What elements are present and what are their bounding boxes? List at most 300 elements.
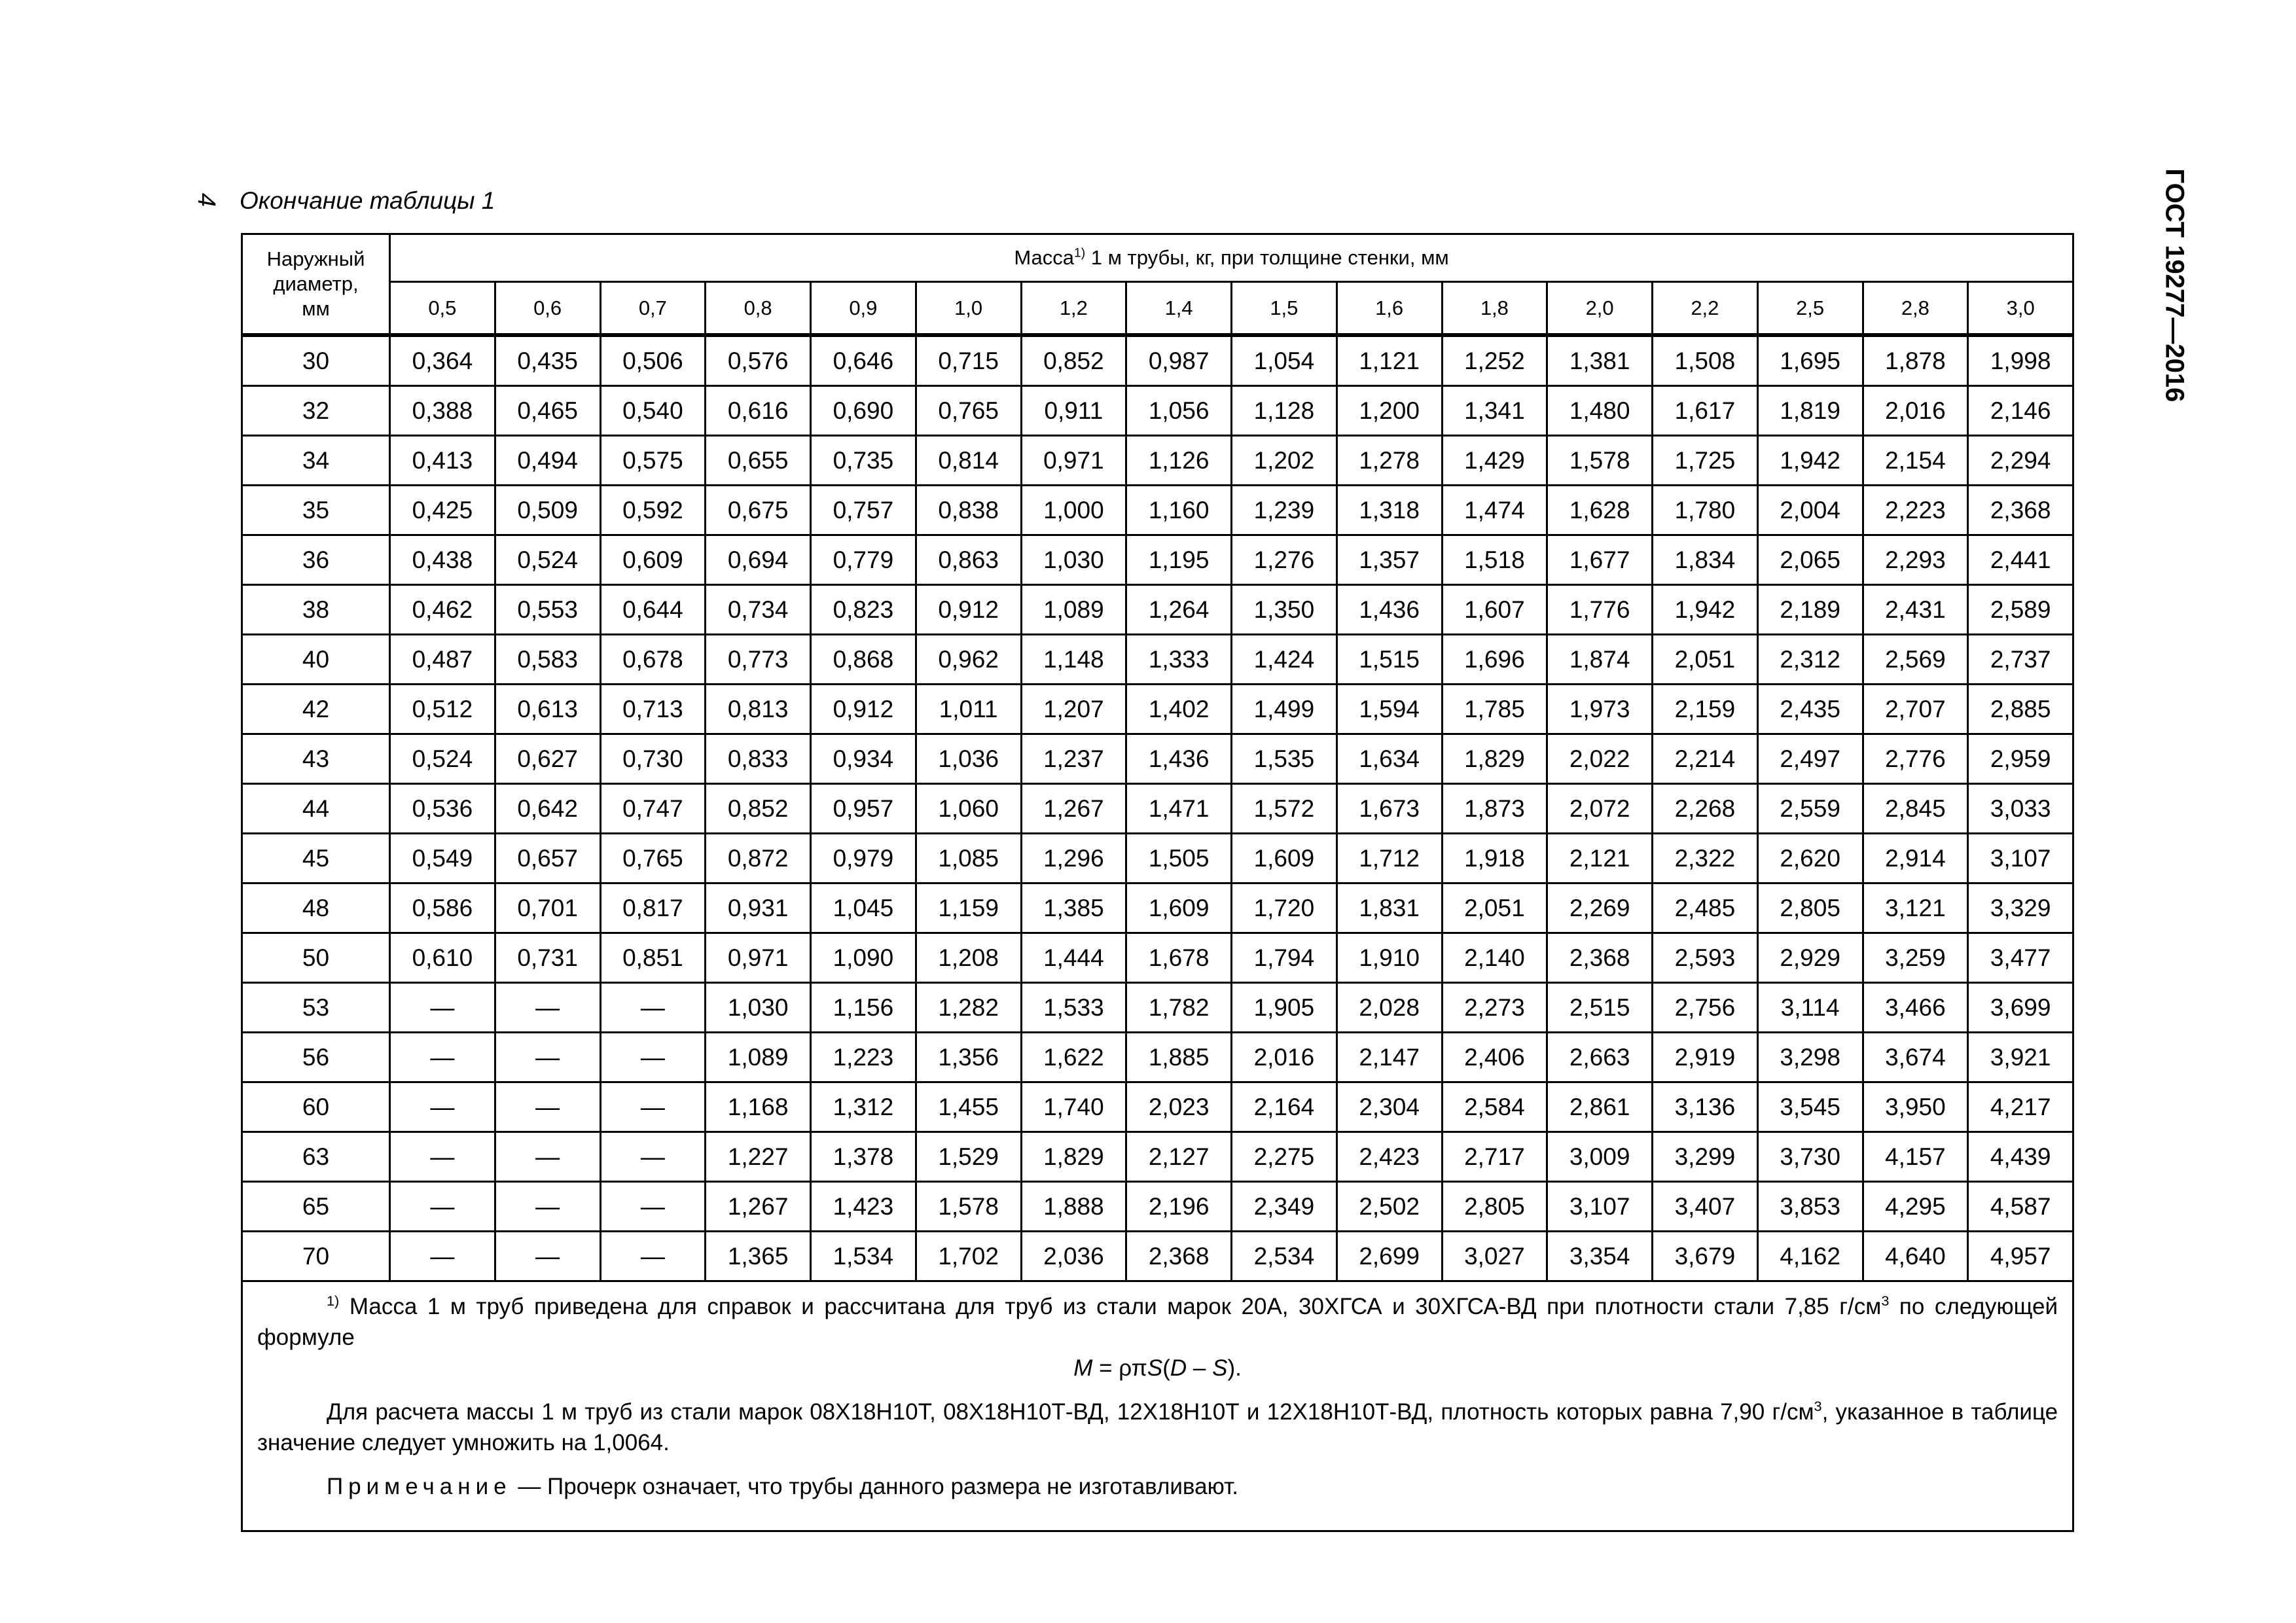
mass-cell: 0,627 bbox=[495, 734, 600, 784]
mass-cell: 1,208 bbox=[916, 933, 1021, 983]
mass-cell: 2,593 bbox=[1653, 933, 1758, 983]
wall-thickness-header: 2,8 bbox=[1863, 282, 1968, 336]
mass-cell: 1,054 bbox=[1232, 335, 1337, 386]
mass-cell: 0,425 bbox=[390, 486, 495, 535]
mass-cell: 1,429 bbox=[1442, 436, 1547, 486]
wall-thickness-header: 1,8 bbox=[1442, 282, 1547, 336]
mass-cell: — bbox=[390, 1132, 495, 1182]
outer-diameter-cell: 48 bbox=[242, 883, 390, 933]
outer-diameter-cell: 35 bbox=[242, 486, 390, 535]
mass-cell: 1,578 bbox=[916, 1182, 1021, 1232]
footnote-text: Масса 1 м труб приведена для справок и рассчитана для труб из стали марок 20А, 30ХГСА и 30ХГСА-ВД при плотности стали 7,85 г/см bbox=[339, 1294, 1882, 1319]
mass-cell: 1,282 bbox=[916, 983, 1021, 1033]
mass-cell: 1,794 bbox=[1232, 933, 1337, 983]
table-row bbox=[242, 635, 2073, 685]
mass-cell: 1,622 bbox=[1021, 1033, 1126, 1082]
mass-cell: 1,060 bbox=[916, 784, 1021, 834]
mass-cell: 0,575 bbox=[600, 436, 706, 486]
mass-cell: 0,852 bbox=[1021, 335, 1126, 386]
mass-cell: 1,725 bbox=[1653, 436, 1758, 486]
mass-cell: 2,717 bbox=[1442, 1132, 1547, 1182]
mass-cell: 1,998 bbox=[1968, 335, 2073, 386]
mass-header-pre: Масса bbox=[1014, 246, 1075, 269]
mass-cell: 0,863 bbox=[916, 535, 1021, 585]
wall-thickness-header: 1,2 bbox=[1021, 282, 1126, 336]
mass-cell: 0,613 bbox=[495, 685, 600, 734]
table-row bbox=[242, 335, 2073, 386]
mass-cell: 0,852 bbox=[706, 784, 811, 834]
mass-cell: 1,677 bbox=[1547, 535, 1653, 585]
mass-cell: 1,910 bbox=[1336, 933, 1442, 983]
outer-diameter-cell: 36 bbox=[242, 535, 390, 585]
wall-thickness-header: 2,0 bbox=[1547, 282, 1653, 336]
mass-cell: 0,524 bbox=[390, 734, 495, 784]
mass-cell: 0,583 bbox=[495, 635, 600, 685]
mass-cell: 2,368 bbox=[1968, 486, 2073, 535]
mass-cell: 0,971 bbox=[1021, 436, 1126, 486]
mass-cell: 1,089 bbox=[1021, 585, 1126, 635]
mass-cell: 3,950 bbox=[1863, 1082, 1968, 1132]
mass-cell: 2,435 bbox=[1757, 685, 1863, 734]
outer-diameter-cell: 60 bbox=[242, 1082, 390, 1132]
mass-cell: 1,609 bbox=[1232, 834, 1337, 883]
mass-cell: 4,162 bbox=[1757, 1232, 1863, 1281]
mass-cell: 1,160 bbox=[1126, 486, 1232, 535]
mass-cell: 2,036 bbox=[1021, 1232, 1126, 1281]
outer-diameter-cell: 30 bbox=[242, 335, 390, 386]
mass-cell: 3,107 bbox=[1547, 1182, 1653, 1232]
mass-cell: 2,304 bbox=[1336, 1082, 1442, 1132]
mass-cell: 1,518 bbox=[1442, 535, 1547, 585]
outer-diameter-cell: 34 bbox=[242, 436, 390, 486]
mass-cell: 2,159 bbox=[1653, 685, 1758, 734]
mass-cell: 0,549 bbox=[390, 834, 495, 883]
mass-cell: 4,640 bbox=[1863, 1232, 1968, 1281]
mass-cell: 2,127 bbox=[1126, 1132, 1232, 1182]
mass-cell: 3,407 bbox=[1653, 1182, 1758, 1232]
mass-cell: 0,678 bbox=[600, 635, 706, 685]
mass-cell: 1,000 bbox=[1021, 486, 1126, 535]
mass-cell: 4,587 bbox=[1968, 1182, 2073, 1232]
mass-header bbox=[390, 234, 2073, 282]
wall-thickness-header: 1,5 bbox=[1232, 282, 1337, 336]
mass-cell: 1,785 bbox=[1442, 685, 1547, 734]
mass-cell: 3,674 bbox=[1863, 1033, 1968, 1082]
table-row bbox=[242, 486, 2073, 535]
mass-cell: 1,195 bbox=[1126, 535, 1232, 585]
mass-cell: 3,699 bbox=[1968, 983, 2073, 1033]
mass-cell: 0,813 bbox=[706, 685, 811, 734]
mass-cell: 3,027 bbox=[1442, 1232, 1547, 1281]
mass-cell: 0,536 bbox=[390, 784, 495, 834]
mass-cell: 0,644 bbox=[600, 585, 706, 635]
mass-cell: 2,121 bbox=[1547, 834, 1653, 883]
mass-cell: 0,833 bbox=[706, 734, 811, 784]
mass-cell: 0,838 bbox=[916, 486, 1021, 535]
mass-cell: 1,207 bbox=[1021, 685, 1126, 734]
mass-cell: 1,424 bbox=[1232, 635, 1337, 685]
mass-cell: 0,465 bbox=[495, 386, 600, 436]
mass-cell: 2,584 bbox=[1442, 1082, 1547, 1132]
mass-cell: 2,214 bbox=[1653, 734, 1758, 784]
outer-diameter-cell: 42 bbox=[242, 685, 390, 734]
outer-diameter-cell: 32 bbox=[242, 386, 390, 436]
mass-cell: 1,474 bbox=[1442, 486, 1547, 535]
mass-cell: — bbox=[390, 983, 495, 1033]
mass-cell: 1,239 bbox=[1232, 486, 1337, 535]
mass-cell: 1,578 bbox=[1547, 436, 1653, 486]
mass-cell: 1,030 bbox=[706, 983, 811, 1033]
mass-cell: 0,731 bbox=[495, 933, 600, 983]
mass-cell: 1,740 bbox=[1021, 1082, 1126, 1132]
mass-cell: 1,341 bbox=[1442, 386, 1547, 436]
mass-cell: 1,529 bbox=[916, 1132, 1021, 1182]
table-row bbox=[242, 834, 2073, 883]
outer-diameter-cell: 45 bbox=[242, 834, 390, 883]
mass-cell: 1,237 bbox=[1021, 734, 1126, 784]
mass-cell: 4,295 bbox=[1863, 1182, 1968, 1232]
mass-cell: 1,312 bbox=[811, 1082, 916, 1132]
mass-cell: 0,609 bbox=[600, 535, 706, 585]
mass-cell: — bbox=[600, 1182, 706, 1232]
mass-cell: 1,202 bbox=[1232, 436, 1337, 486]
mass-cell: 2,368 bbox=[1126, 1232, 1232, 1281]
mass-cell: 0,912 bbox=[916, 585, 1021, 635]
mass-cell: 1,607 bbox=[1442, 585, 1547, 635]
mass-cell: 0,962 bbox=[916, 635, 1021, 685]
mass-cell: 0,823 bbox=[811, 585, 916, 635]
wall-thickness-header: 1,4 bbox=[1126, 282, 1232, 336]
table-row bbox=[242, 685, 2073, 734]
mass-cell: 3,259 bbox=[1863, 933, 1968, 983]
mass-cell: 2,004 bbox=[1757, 486, 1863, 535]
mass-cell: 3,921 bbox=[1968, 1033, 2073, 1082]
mass-cell: 1,278 bbox=[1336, 436, 1442, 486]
mass-cell: 2,154 bbox=[1863, 436, 1968, 486]
mass-cell: 4,157 bbox=[1863, 1132, 1968, 1182]
mass-cell: 2,559 bbox=[1757, 784, 1863, 834]
mass-cell: 2,423 bbox=[1336, 1132, 1442, 1182]
mass-cell: 2,368 bbox=[1547, 933, 1653, 983]
mass-cell: 1,471 bbox=[1126, 784, 1232, 834]
table-row bbox=[242, 1232, 2073, 1281]
mass-cell: 0,506 bbox=[600, 335, 706, 386]
formula-open: ( bbox=[1162, 1355, 1170, 1381]
mass-cell: 1,423 bbox=[811, 1182, 916, 1232]
mass-cell: 2,485 bbox=[1653, 883, 1758, 933]
mass-cell: 3,107 bbox=[1968, 834, 2073, 883]
mass-cell: — bbox=[495, 1082, 600, 1132]
wall-thickness-header: 0,6 bbox=[495, 282, 600, 336]
mass-cell: 1,200 bbox=[1336, 386, 1442, 436]
mass-cell: 2,051 bbox=[1653, 635, 1758, 685]
mass-cell: 1,045 bbox=[811, 883, 916, 933]
mass-cell: 2,707 bbox=[1863, 685, 1968, 734]
mass-cell: 1,696 bbox=[1442, 635, 1547, 685]
mass-cell: — bbox=[495, 1182, 600, 1232]
table-row bbox=[242, 983, 2073, 1033]
mass-cell: 1,264 bbox=[1126, 585, 1232, 635]
mass-cell: 0,715 bbox=[916, 335, 1021, 386]
mass-cell: 2,431 bbox=[1863, 585, 1968, 635]
outer-diameter-cell: 56 bbox=[242, 1033, 390, 1082]
mass-cell: 2,861 bbox=[1547, 1082, 1653, 1132]
mass-cell: 3,730 bbox=[1757, 1132, 1863, 1182]
mass-cell: 1,874 bbox=[1547, 635, 1653, 685]
mass-cell: 0,540 bbox=[600, 386, 706, 436]
mass-cell: 1,436 bbox=[1126, 734, 1232, 784]
mass-cell: 4,217 bbox=[1968, 1082, 2073, 1132]
table-caption: Окончание таблицы 1 bbox=[240, 187, 495, 214]
mass-cell: — bbox=[390, 1182, 495, 1232]
mass-cell: 1,455 bbox=[916, 1082, 1021, 1132]
mass-cell: 2,959 bbox=[1968, 734, 2073, 784]
mass-cell: 2,756 bbox=[1653, 983, 1758, 1033]
mass-cell: 3,477 bbox=[1968, 933, 2073, 983]
mass-cell: 0,494 bbox=[495, 436, 600, 486]
mass-cell: 2,845 bbox=[1863, 784, 1968, 834]
mass-cell: — bbox=[600, 1033, 706, 1082]
mass-cell: 0,438 bbox=[390, 535, 495, 585]
mass-cell: 0,735 bbox=[811, 436, 916, 486]
mass-cell: 0,872 bbox=[706, 834, 811, 883]
mass-cell: 0,773 bbox=[706, 635, 811, 685]
mass-formula bbox=[257, 1353, 2058, 1383]
mass-cell: 2,929 bbox=[1757, 933, 1863, 983]
mass-cell: 1,829 bbox=[1442, 734, 1547, 784]
mass-cell: 2,028 bbox=[1336, 983, 1442, 1033]
mass-cell: 2,164 bbox=[1232, 1082, 1337, 1132]
formula-minus: – bbox=[1187, 1355, 1213, 1381]
mass-cell: 1,296 bbox=[1021, 834, 1126, 883]
footnote-ref: 1) bbox=[1074, 246, 1086, 260]
mass-cell: 3,033 bbox=[1968, 784, 2073, 834]
mass-cell: 2,065 bbox=[1757, 535, 1863, 585]
mass-cell: 2,312 bbox=[1757, 635, 1863, 685]
mass-cell: 2,805 bbox=[1757, 883, 1863, 933]
mass-cell: 2,140 bbox=[1442, 933, 1547, 983]
mass-cell: 1,159 bbox=[916, 883, 1021, 933]
mass-cell: 2,737 bbox=[1968, 635, 2073, 685]
mass-cell: 1,634 bbox=[1336, 734, 1442, 784]
wall-thickness-header: 0,5 bbox=[390, 282, 495, 336]
mass-cell: 1,505 bbox=[1126, 834, 1232, 883]
mass-cell: 0,979 bbox=[811, 834, 916, 883]
mass-cell: 0,765 bbox=[600, 834, 706, 883]
mass-cell: 2,016 bbox=[1232, 1033, 1337, 1082]
outer-diameter-cell: 50 bbox=[242, 933, 390, 983]
mass-cell: 2,273 bbox=[1442, 983, 1547, 1033]
mass-cell: 1,436 bbox=[1336, 585, 1442, 635]
mass-cell: 1,148 bbox=[1021, 635, 1126, 685]
mass-cell: 1,572 bbox=[1232, 784, 1337, 834]
mass-cell: — bbox=[600, 983, 706, 1033]
mass-cell: 2,620 bbox=[1757, 834, 1863, 883]
mass-cell: 1,508 bbox=[1653, 335, 1758, 386]
mass-cell: 2,699 bbox=[1336, 1232, 1442, 1281]
mass-cell: 1,873 bbox=[1442, 784, 1547, 834]
mass-cell: 3,136 bbox=[1653, 1082, 1758, 1132]
mass-cell: 0,553 bbox=[495, 585, 600, 635]
mass-cell: 1,168 bbox=[706, 1082, 811, 1132]
outer-diameter-cell: 65 bbox=[242, 1182, 390, 1232]
mass-cell: 0,462 bbox=[390, 585, 495, 635]
mass-cell: 1,121 bbox=[1336, 335, 1442, 386]
mass-cell: 3,298 bbox=[1757, 1033, 1863, 1082]
mass-cell: 0,657 bbox=[495, 834, 600, 883]
mass-cell: 1,276 bbox=[1232, 535, 1337, 585]
mass-cell: — bbox=[600, 1132, 706, 1182]
mass-cell: 1,318 bbox=[1336, 486, 1442, 535]
mass-cell: 1,089 bbox=[706, 1033, 811, 1082]
mass-cell: 2,589 bbox=[1968, 585, 2073, 635]
formula-d: D bbox=[1170, 1355, 1187, 1381]
mass-cell: 1,156 bbox=[811, 983, 916, 1033]
outer-diameter-cell: 53 bbox=[242, 983, 390, 1033]
wall-thickness-header: 2,5 bbox=[1757, 282, 1863, 336]
mass-cell: 0,694 bbox=[706, 535, 811, 585]
mass-cell: 0,747 bbox=[600, 784, 706, 834]
mass-cell: 2,189 bbox=[1757, 585, 1863, 635]
mass-cell: 1,712 bbox=[1336, 834, 1442, 883]
mass-cell: 1,973 bbox=[1547, 685, 1653, 734]
note-text: — Прочерк означает, что трубы данного размера не изготавливают. bbox=[511, 1474, 1238, 1499]
mass-cell: 0,779 bbox=[811, 535, 916, 585]
mass-cell: 0,487 bbox=[390, 635, 495, 685]
mass-cell: 1,085 bbox=[916, 834, 1021, 883]
mass-cell: 2,349 bbox=[1232, 1182, 1337, 1232]
mass-cell: 1,030 bbox=[1021, 535, 1126, 585]
mass-cell: 1,678 bbox=[1126, 933, 1232, 983]
outer-diameter-cell: 43 bbox=[242, 734, 390, 784]
mass-cell: 0,734 bbox=[706, 585, 811, 635]
mass-cell: 1,381 bbox=[1547, 335, 1653, 386]
mass-cell: 4,957 bbox=[1968, 1232, 2073, 1281]
mass-cell: 2,914 bbox=[1863, 834, 1968, 883]
mass-cell: 1,357 bbox=[1336, 535, 1442, 585]
mass-cell: 1,885 bbox=[1126, 1033, 1232, 1082]
outer-diameter-cell: 40 bbox=[242, 635, 390, 685]
mass-cell: 3,009 bbox=[1547, 1132, 1653, 1182]
mass-cell: 1,402 bbox=[1126, 685, 1232, 734]
mass-cell: 1,942 bbox=[1653, 585, 1758, 635]
mass-cell: 0,512 bbox=[390, 685, 495, 734]
mass-cell: 2,268 bbox=[1653, 784, 1758, 834]
wall-thickness-header: 1,6 bbox=[1336, 282, 1442, 336]
table-row bbox=[242, 1132, 2073, 1182]
outer-diameter-header bbox=[242, 234, 390, 336]
mass-cell: 0,814 bbox=[916, 436, 1021, 486]
mass-cell: 1,905 bbox=[1232, 983, 1337, 1033]
mass-cell: 2,294 bbox=[1968, 436, 2073, 486]
mass-cell: 1,356 bbox=[916, 1033, 1021, 1082]
mass-cell: 1,378 bbox=[811, 1132, 916, 1182]
mass-cell: 2,663 bbox=[1547, 1033, 1653, 1082]
mass-cell: 3,329 bbox=[1968, 883, 2073, 933]
mass-cell: — bbox=[390, 1082, 495, 1132]
mass-cell: 1,533 bbox=[1021, 983, 1126, 1033]
formula-mid: = ρπ bbox=[1092, 1355, 1147, 1381]
mass-cell: 1,333 bbox=[1126, 635, 1232, 685]
mass-cell: 0,616 bbox=[706, 386, 811, 436]
mass-cell: 1,444 bbox=[1021, 933, 1126, 983]
mass-cell: 1,267 bbox=[1021, 784, 1126, 834]
formula-s2: S bbox=[1212, 1355, 1228, 1381]
mass-cell: 0,987 bbox=[1126, 335, 1232, 386]
formula-m: M bbox=[1073, 1355, 1093, 1381]
mass-cell: 0,413 bbox=[390, 436, 495, 486]
mass-cell: 1,534 bbox=[811, 1232, 916, 1281]
mass-cell: 0,610 bbox=[390, 933, 495, 983]
mass-cell: 3,853 bbox=[1757, 1182, 1863, 1232]
mass-cell: — bbox=[495, 1033, 600, 1082]
mass-cell: 0,971 bbox=[706, 933, 811, 983]
mass-cell: 0,592 bbox=[600, 486, 706, 535]
pipe-mass-table bbox=[241, 233, 2074, 1532]
mass-cell: 0,586 bbox=[390, 883, 495, 933]
mass-cell: 3,114 bbox=[1757, 983, 1863, 1033]
mass-cell: 1,829 bbox=[1021, 1132, 1126, 1182]
wall-thickness-header: 0,7 bbox=[600, 282, 706, 336]
table-row bbox=[242, 386, 2073, 436]
footnote-text-end: по следующей формуле bbox=[257, 1294, 2058, 1350]
mass-cell: 1,128 bbox=[1232, 386, 1337, 436]
footnote-unit-sup: 3 bbox=[1881, 1292, 1890, 1309]
mass-cell: 1,090 bbox=[811, 933, 916, 983]
mass-cell: 0,642 bbox=[495, 784, 600, 834]
mass-cell: 0,675 bbox=[706, 486, 811, 535]
mass-cell: 0,868 bbox=[811, 635, 916, 685]
mass-cell: — bbox=[495, 983, 600, 1033]
mass-cell: 0,757 bbox=[811, 486, 916, 535]
density-paragraph bbox=[257, 1397, 2058, 1458]
formula-s: S bbox=[1147, 1355, 1163, 1381]
table-row bbox=[242, 883, 2073, 933]
mass-cell: 0,576 bbox=[706, 335, 811, 386]
mass-cell: 0,655 bbox=[706, 436, 811, 486]
wall-thickness-header: 1,0 bbox=[916, 282, 1021, 336]
mass-cell: 2,146 bbox=[1968, 386, 2073, 436]
density-unit-sup: 3 bbox=[1814, 1397, 1822, 1414]
mass-cell: — bbox=[495, 1132, 600, 1182]
mass-cell: 1,720 bbox=[1232, 883, 1337, 933]
mass-cell: 1,831 bbox=[1336, 883, 1442, 933]
mass-cell: 1,036 bbox=[916, 734, 1021, 784]
mass-cell: 2,569 bbox=[1863, 635, 1968, 685]
mass-cell: 0,851 bbox=[600, 933, 706, 983]
mass-cell: 2,051 bbox=[1442, 883, 1547, 933]
mass-cell: 0,911 bbox=[1021, 386, 1126, 436]
mass-cell: 0,912 bbox=[811, 685, 916, 734]
corner-header-line: мм bbox=[302, 297, 330, 320]
mass-cell: 1,515 bbox=[1336, 635, 1442, 685]
mass-cell: 2,441 bbox=[1968, 535, 2073, 585]
mass-cell: 2,223 bbox=[1863, 486, 1968, 535]
table-row bbox=[242, 436, 2073, 486]
mass-cell: 2,919 bbox=[1653, 1033, 1758, 1082]
mass-cell: 2,502 bbox=[1336, 1182, 1442, 1232]
mass-cell: 0,509 bbox=[495, 486, 600, 535]
page-number: 4 bbox=[192, 192, 221, 207]
mass-header-post: 1 м трубы, кг, при толщине стенки, мм bbox=[1085, 246, 1449, 269]
document-code: ГОСТ 19277—2016 bbox=[2160, 168, 2189, 402]
mass-cell: 1,628 bbox=[1547, 486, 1653, 535]
outer-diameter-cell: 44 bbox=[242, 784, 390, 834]
mass-cell: 1,267 bbox=[706, 1182, 811, 1232]
note-label: Примечание bbox=[327, 1474, 512, 1499]
mass-cell: 0,957 bbox=[811, 784, 916, 834]
mass-cell: 0,646 bbox=[811, 335, 916, 386]
